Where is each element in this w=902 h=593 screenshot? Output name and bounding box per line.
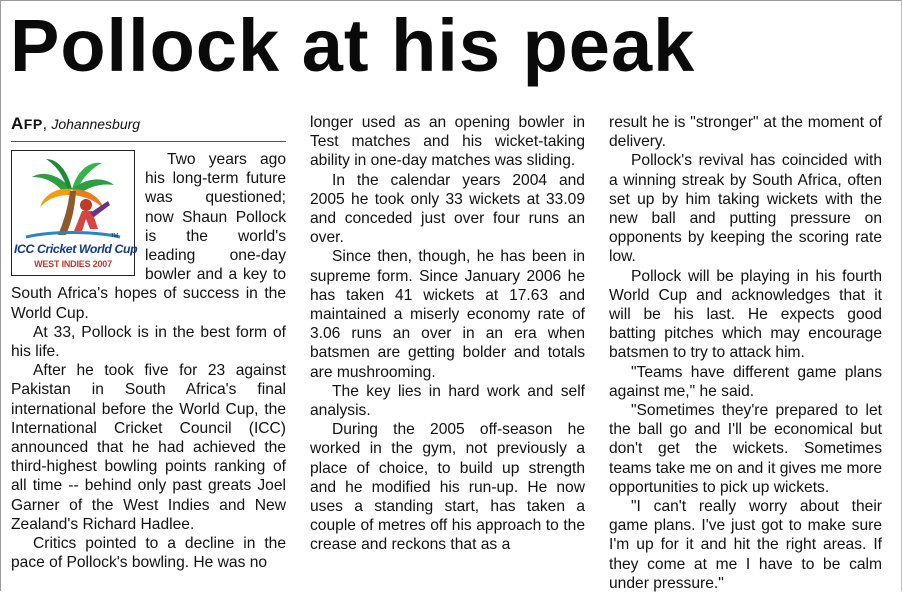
paragraph: In the calendar years 2004 and 2005 he took only 33 wickets at 33.09 and conceded just over four runs an over.	[310, 171, 585, 247]
byline-agency-rest: FP	[23, 116, 43, 132]
article-column-2	[310, 113, 585, 555]
byline-agency	[11, 114, 43, 133]
byline-place: Johannesburg	[51, 116, 141, 132]
world-cup-logo	[11, 150, 138, 276]
paragraph: Two years ago his long-term future was questioned; now Shaun Pollock is the world's leading one-day bowler and a key to South Africa's hopes of success in the World Cup.	[11, 151, 286, 322]
paragraph: "Teams have different game plans against me," he said.	[609, 363, 882, 400]
logo-title: ICC Cricket World Cup	[14, 242, 138, 256]
paragraph: Pollock's revival has coincided with a winning streak by South Africa, often set up by him taking wickets with the new ball and putting pressure on opponents by keeping the scoring rate low.	[609, 152, 882, 266]
article-column-3	[609, 113, 882, 593]
paragraph: "I can't really worry about their game plans. I've just got to make sure I'm up for it and hit the right areas. If they come at me I have to be calm under pressure."	[609, 498, 882, 592]
article-column-1	[11, 113, 286, 572]
paragraph: Pollock will be playing in his fourth World Cup and acknowledges that it will be his last. He expects good batting pitches which may encourage batsmen to try to attack him.	[609, 267, 882, 362]
paragraph: result he is "stronger" at the moment of delivery.	[609, 114, 882, 151]
paragraph: "Sometimes they're prepared to let the ball go and I'll be economical but don't get the wickets. Sometimes teams take me on and it gives me more opportunities to pick up wickets.	[609, 402, 883, 496]
paragraph: At 33, Pollock is in the best form of his life.	[11, 323, 286, 361]
paragraph: Critics pointed to a decline in the pace of Pollock's bowling. He was no	[11, 535, 286, 572]
paragraph: During the 2005 off-season he worked in the gym, not previously a place of choice, to build up strength and he modified his run-up. He now uses a standing start, has taken a couple of metres off his approach to the crease and reckons that as a	[310, 421, 585, 554]
paragraph: After he took five for 23 against Pakistan in South Africa's final international before the World Cup, the International Cricket Council (ICC) announced that he had achieved the third-highest bowling points ranking of all time -- behind only past greats Joel Garner of the West Indies and New Zealand's Richard Hadlee.	[11, 362, 286, 533]
paragraph: Since then, though, he has been in supreme form. Since January 2006 he has taken 41 wickets at 17.63 and maintained a miserly economy rate of 3.06 runs an over in an era when batsmen are getting bolder and totals are mushrooming.	[310, 248, 585, 381]
paragraph: The key lies in hard work and self analysis.	[310, 382, 585, 420]
byline-agency-initial: A	[11, 114, 24, 133]
trademark-mark: TM	[110, 233, 118, 239]
headline: Pollock at his peak	[10, 4, 696, 87]
byline-separator: ,	[42, 116, 52, 133]
byline	[11, 113, 286, 142]
paragraph: longer used as an opening bowler in Test matches and his wicket-taking ability in one-day matches was sliding.	[310, 114, 585, 170]
logo-subtitle: WEST INDIES 2007	[34, 259, 112, 269]
